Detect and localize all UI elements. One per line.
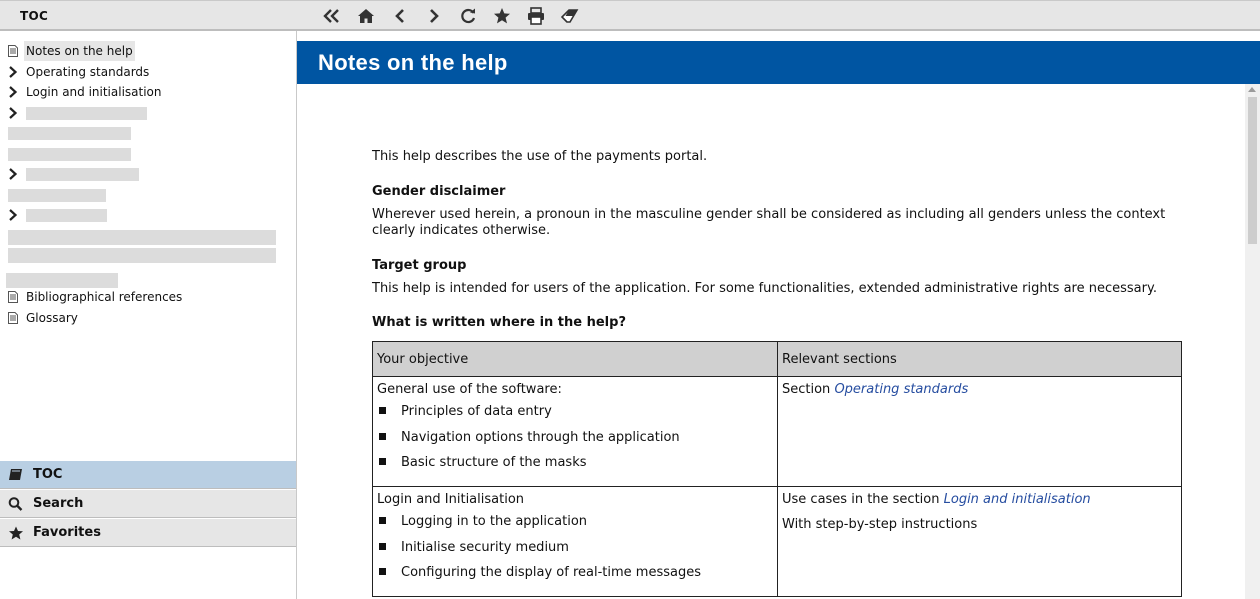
sections-cell xyxy=(778,377,1182,487)
toc-item-label: Operating standards xyxy=(26,64,150,79)
content-body xyxy=(372,149,1187,330)
table-header-row xyxy=(373,342,1182,377)
toc-item-bibliographical-references[interactable] xyxy=(0,287,296,308)
toc-item-redacted[interactable] xyxy=(0,226,296,247)
toc-item-redacted[interactable] xyxy=(0,164,296,185)
redacted-label xyxy=(8,189,106,202)
home-icon[interactable] xyxy=(356,6,376,26)
page-title: Notes on the help xyxy=(318,50,508,75)
section-text: This help is intended for users of the application. For some functionalities, extended administrative rights are necessary. xyxy=(372,281,1157,296)
redacted-label xyxy=(8,127,131,140)
toc-item-glossary[interactable] xyxy=(0,308,296,329)
scroll-up-icon[interactable] xyxy=(1248,87,1256,92)
page-icon xyxy=(7,312,19,324)
list-item: Principles of data entry xyxy=(377,399,773,425)
sections-extra-text: With step-by-step instructions xyxy=(782,517,978,532)
list-item: Logging in to the application xyxy=(377,509,773,535)
chevron-right-icon xyxy=(7,168,19,180)
top-toolbar xyxy=(0,0,1260,31)
forward-icon[interactable] xyxy=(424,6,444,26)
table-row xyxy=(373,487,1182,597)
list-item: Configuring the display of real-time messages xyxy=(377,560,773,586)
toc-item-redacted[interactable] xyxy=(0,144,296,165)
toc-item-label: Notes on the help xyxy=(24,41,135,61)
tab-toc[interactable] xyxy=(0,460,296,489)
sections-prefix: Use cases in the section xyxy=(782,492,944,507)
toc-header-title: TOC xyxy=(20,9,49,23)
tab-search[interactable] xyxy=(0,489,296,518)
toc-item-login-and-initialisation[interactable] xyxy=(0,82,296,103)
chevron-right-icon xyxy=(7,66,19,78)
toc-item-redacted[interactable] xyxy=(0,267,296,288)
link-operating-standards[interactable]: Operating standards xyxy=(834,382,969,397)
redacted-label xyxy=(6,273,118,288)
page-icon xyxy=(7,45,19,57)
redacted-label xyxy=(26,107,147,120)
list-item: Navigation options through the application xyxy=(377,425,773,451)
tab-favorites[interactable] xyxy=(0,518,296,547)
print-icon[interactable] xyxy=(526,6,546,26)
chevron-right-icon xyxy=(7,86,19,98)
link-login-and-initialisation[interactable]: Login and initialisation xyxy=(943,492,1091,507)
toc-item-label: Glossary xyxy=(26,310,78,325)
sections-prefix: Section xyxy=(782,382,835,397)
objective-text: General use of the software: xyxy=(377,382,562,397)
toc-item-redacted[interactable] xyxy=(0,185,296,206)
list-item: Basic structure of the masks xyxy=(377,450,773,476)
section-text: Wherever used herein, a pronoun in the masculine gender shall be considered as including all genders unless the context clearly indicates otherwise. xyxy=(372,207,1166,238)
panel-tabs xyxy=(0,460,296,547)
title-banner xyxy=(297,41,1260,84)
redacted-label xyxy=(8,148,131,161)
table-header-cell: Your objective xyxy=(373,342,778,377)
list-item: Initialise security medium xyxy=(377,535,773,561)
toc-item-redacted[interactable] xyxy=(0,246,296,267)
scroll-thumb[interactable] xyxy=(1248,97,1257,244)
sections-text xyxy=(782,381,1177,399)
toc-item-notes-on-the-help[interactable] xyxy=(0,41,296,62)
section-heading: Target group xyxy=(372,258,467,273)
magnifier-icon xyxy=(8,497,24,511)
content-pane xyxy=(297,31,1260,599)
toc-item-redacted[interactable] xyxy=(0,205,296,226)
tab-label: Favorites xyxy=(33,525,101,540)
tab-label: TOC xyxy=(33,467,63,482)
section-heading: Gender disclaimer xyxy=(372,184,506,199)
objective-text: Login and Initialisation xyxy=(377,492,525,507)
book-icon xyxy=(8,468,24,482)
objective-cell xyxy=(373,377,778,487)
sections-text xyxy=(782,491,1177,509)
eraser-icon[interactable] xyxy=(560,6,580,26)
redacted-label xyxy=(8,248,276,263)
toc-tree xyxy=(0,41,296,328)
objectives-table xyxy=(372,341,1182,597)
table-row xyxy=(373,377,1182,487)
star-icon xyxy=(8,526,24,540)
redacted-label xyxy=(8,230,276,245)
section-heading: What is written where in the help? xyxy=(372,315,626,330)
page-icon xyxy=(7,291,19,303)
toc-item-label: Login and initialisation xyxy=(26,85,162,99)
toc-item-redacted[interactable] xyxy=(0,123,296,144)
toolbar-buttons xyxy=(322,6,580,26)
intro-text: This help describes the use of the payments portal. xyxy=(372,149,708,164)
sections-cell xyxy=(778,487,1182,597)
refresh-icon[interactable] xyxy=(458,6,478,26)
chevron-right-icon xyxy=(7,209,19,221)
star-icon[interactable] xyxy=(492,6,512,26)
first-page-icon[interactable] xyxy=(322,6,342,26)
back-icon[interactable] xyxy=(390,6,410,26)
tab-label: Search xyxy=(33,496,84,511)
objective-cell xyxy=(373,487,778,597)
sidebar xyxy=(0,31,297,599)
redacted-label xyxy=(26,209,107,222)
table-header-cell: Relevant sections xyxy=(778,342,1182,377)
redacted-label xyxy=(26,168,139,181)
toc-item-redacted[interactable] xyxy=(0,103,296,124)
toc-item-operating-standards[interactable] xyxy=(0,62,296,83)
toc-item-label: Bibliographical references xyxy=(26,290,183,304)
chevron-right-icon xyxy=(7,107,19,119)
vertical-scrollbar[interactable] xyxy=(1245,84,1260,599)
